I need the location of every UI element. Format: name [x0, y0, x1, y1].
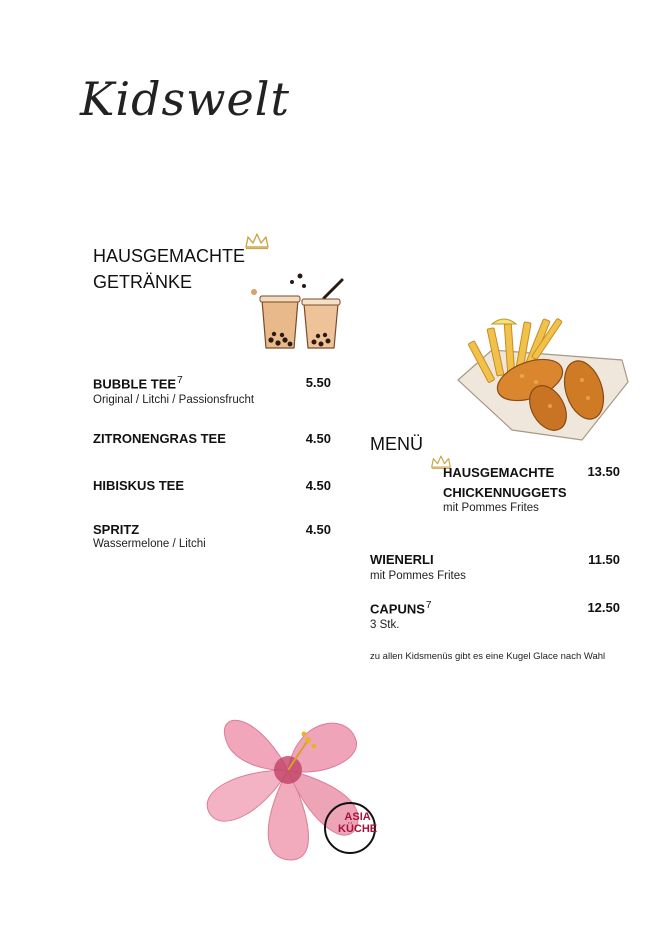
logo-line2: KÜCHE: [338, 823, 378, 835]
page-title: Kidswelt: [80, 72, 290, 126]
drink-price-hibiskus-tee: 4.50: [305, 478, 331, 493]
menu-desc-wienerli: mit Pommes Frites: [370, 570, 466, 582]
drink-price-bubble-tee: 5.50: [305, 375, 331, 390]
drink-desc-bubble-tee: Original / Litchi / Passionsfrucht: [93, 394, 255, 406]
menu-price-chickennuggets: 13.50: [587, 464, 620, 479]
drinks-heading: [93, 243, 245, 295]
drink-price-spritz: 4.50: [305, 522, 331, 537]
menu-name-text: CAPUNS: [370, 601, 425, 617]
drink-price-zitronengras-tee: 4.50: [305, 431, 331, 446]
menu-name-wienerli: WIENERLI: [370, 552, 434, 567]
asia-kueche-logo: [322, 800, 378, 856]
allergen-mark: 7: [177, 375, 183, 386]
drinks-heading-line2: GETRÄNKE: [93, 272, 193, 292]
menu-name-line1: HAUSGEMACHTE: [443, 465, 555, 480]
menu-price-capuns: 12.50: [587, 600, 620, 615]
drink-name-spritz: SPRITZ: [93, 522, 140, 537]
drink-desc-spritz: Wassermelone / Litchi: [93, 538, 206, 550]
logo-line1: ASIA: [344, 811, 371, 823]
drink-name-hibiskus-tee: HIBISKUS TEE: [93, 478, 185, 493]
menu-name-capuns: [370, 600, 431, 616]
menu-heading: MENÜ: [370, 434, 423, 454]
bubble-tea-illustration: [244, 270, 352, 354]
menu-desc-chickennuggets: mit Pommes Frites: [443, 502, 539, 514]
menu-note: zu allen Kidsmenüs gibt es eine Kugel Glace nach Wahl: [370, 651, 606, 662]
crown-icon: [244, 232, 270, 250]
menu-desc-capuns: 3 Stk.: [370, 619, 400, 631]
drink-name-zitronengras-tee: ZITRONENGRAS TEE: [93, 431, 226, 446]
nuggets-illustration: [452, 310, 632, 450]
drinks-heading-line1: HAUSGEMACHTE: [93, 246, 246, 266]
logo-text: [338, 811, 377, 835]
drink-name-bubble-tee: [93, 375, 183, 391]
menu-name-chickennuggets: [443, 463, 567, 503]
menu-name-line2: CHICKENNUGGETS: [443, 485, 567, 500]
menu-price-wienerli: 11.50: [588, 552, 620, 567]
allergen-mark: 7: [425, 600, 432, 611]
drink-name-text: BUBBLE TEE: [93, 376, 177, 392]
